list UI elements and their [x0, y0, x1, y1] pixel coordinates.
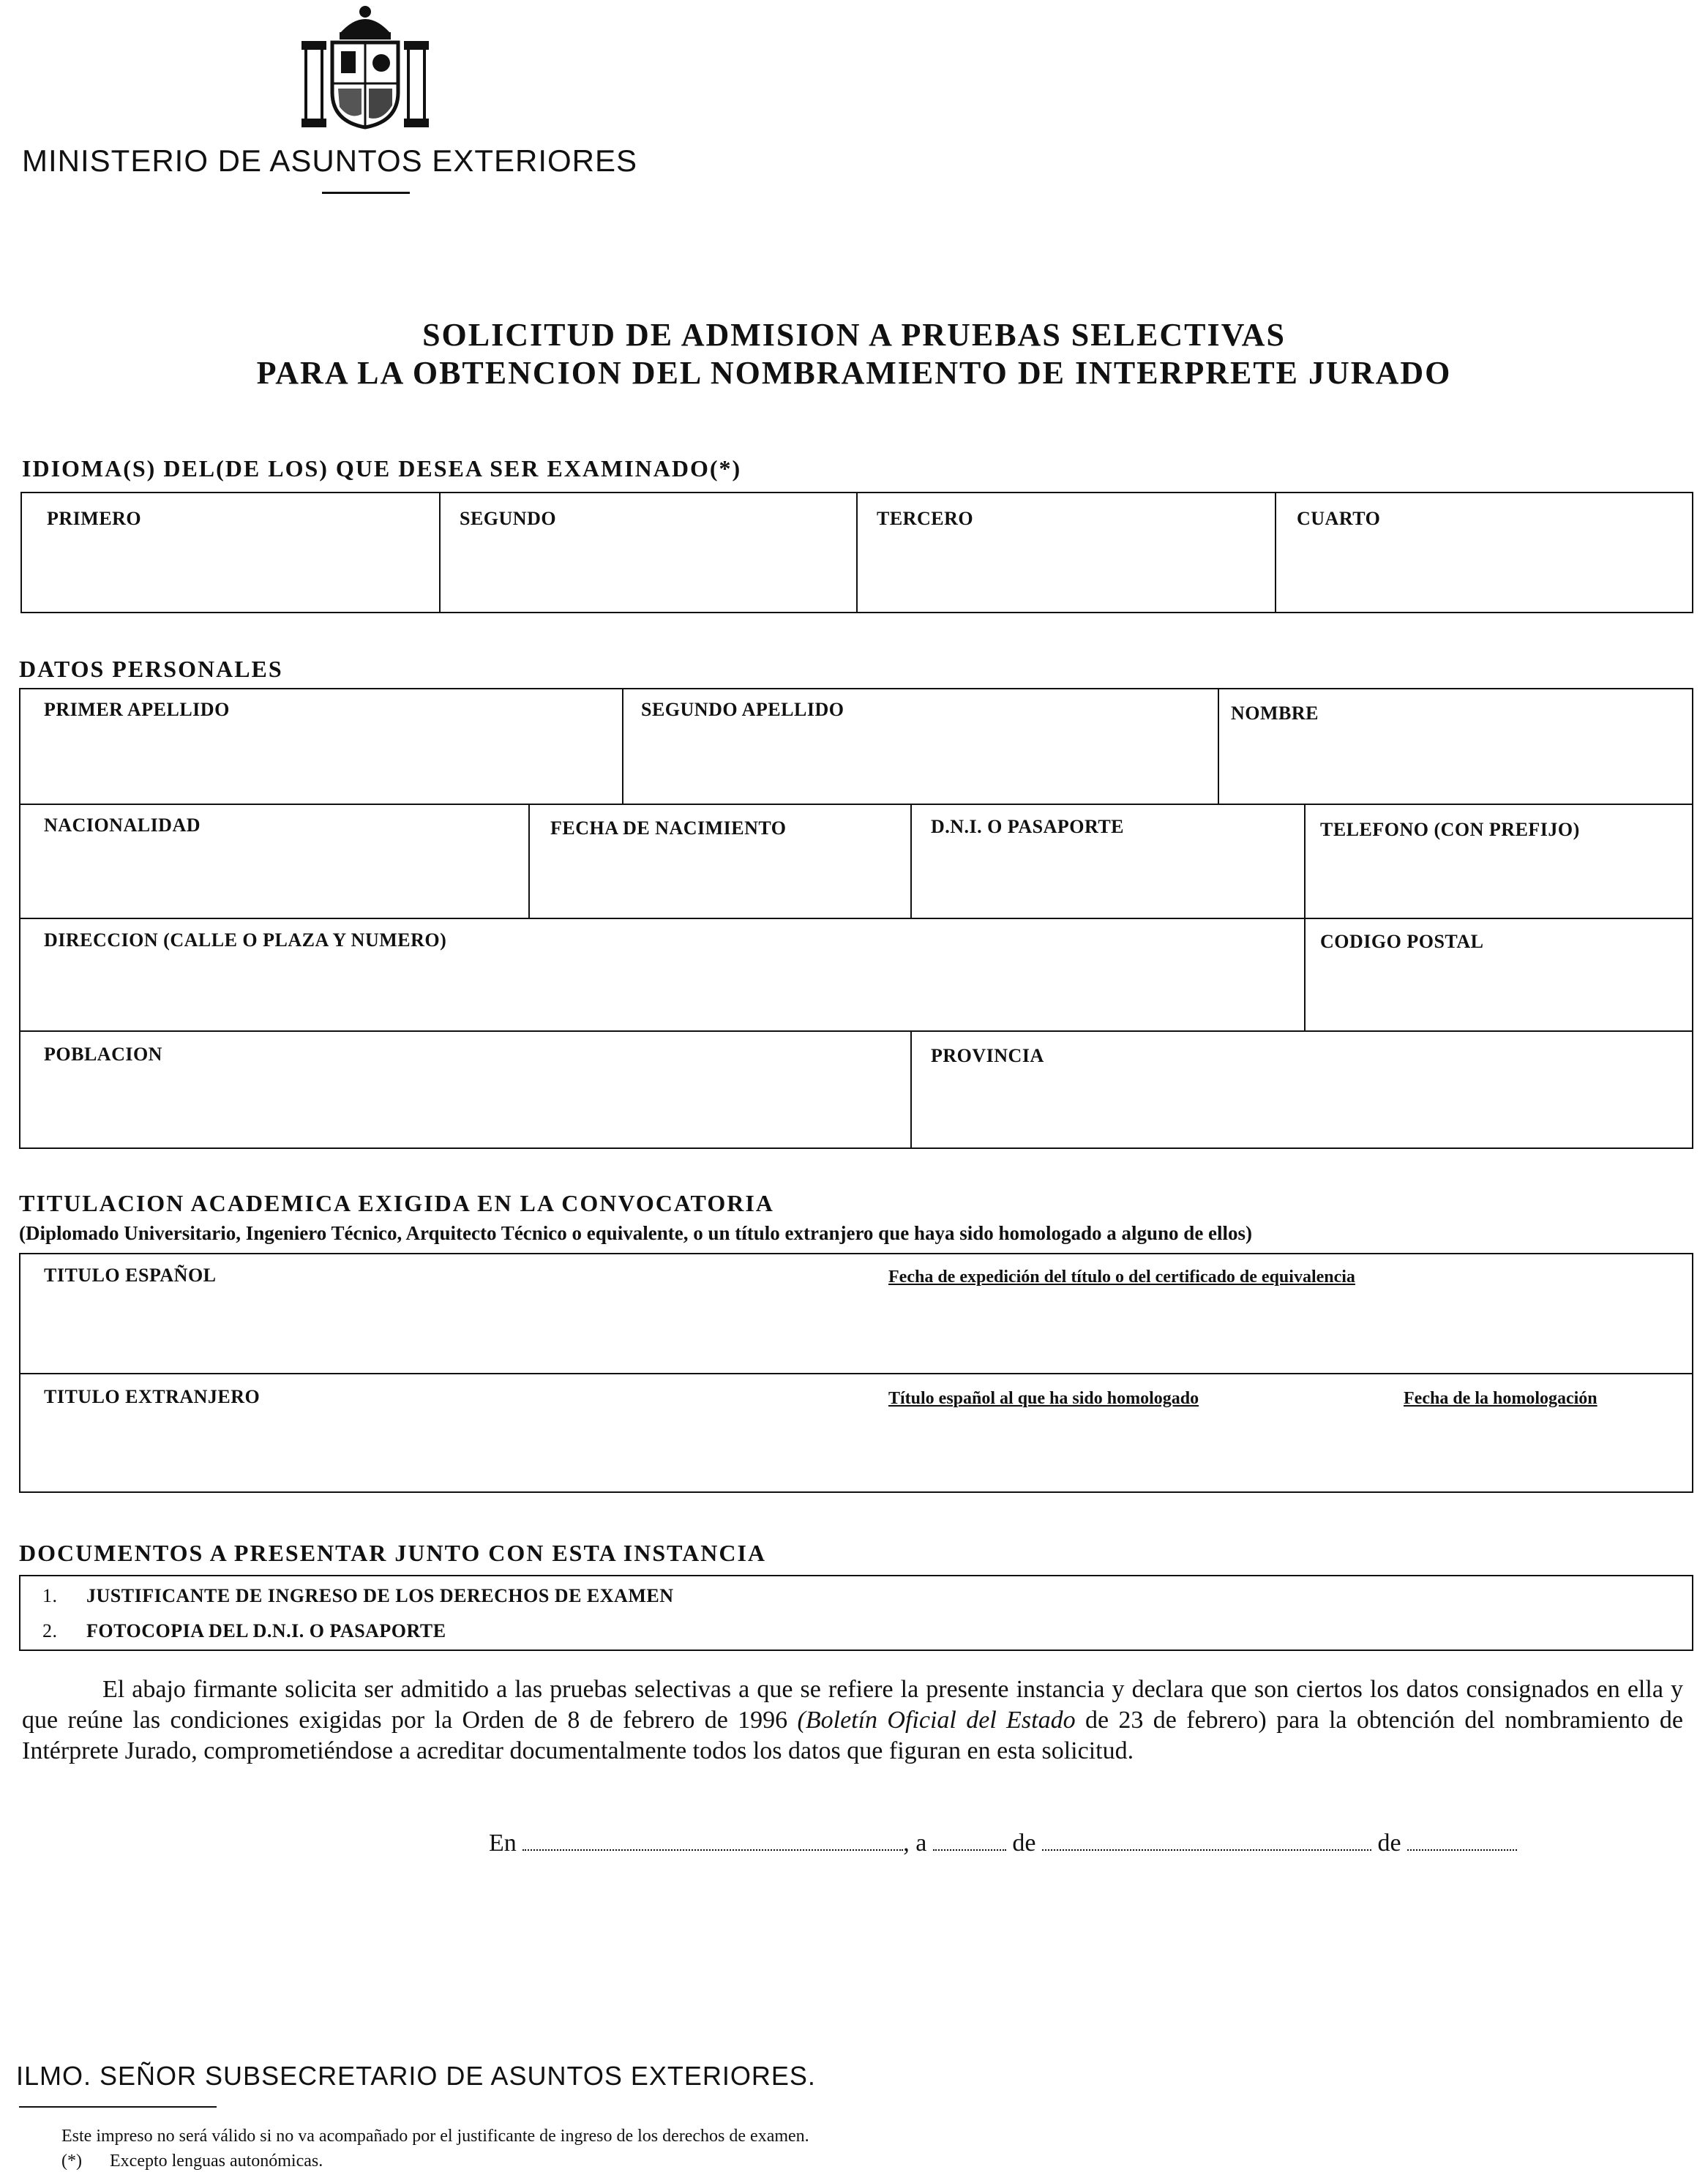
anio-field[interactable] [1407, 1830, 1517, 1851]
titulo-extranjero-label: TITULO EXTRANJERO [44, 1386, 261, 1407]
dia-field[interactable] [933, 1830, 1006, 1851]
footnote-2-text: Excepto lenguas autonómicas. [110, 2152, 323, 2171]
firma-en: En [489, 1830, 517, 1857]
primer-apellido-label: PRIMER APELLIDO [44, 699, 230, 720]
idioma-segundo-label: SEGUNDO [460, 508, 557, 529]
declaracion-text-b: de 23 de febrero) para la obtención del nombramiento de Intérprete Jurado, comprometiéndose a acreditar documentalmente todos los datos que figuran en esta solicitud. [22, 1707, 1684, 1764]
section-heading-datos: DATOS PERSONALES [19, 656, 283, 682]
footnote-divider [19, 2106, 217, 2108]
titulo-homologado-label: Título español al que ha sido homologado [888, 1389, 1199, 1408]
section-heading-idiomas: IDIOMA(S) DEL(DE LOS) QUE DESEA SER EXAMINADO(*) [22, 455, 742, 482]
idioma-cuarto-label: CUARTO [1297, 508, 1381, 529]
mes-field[interactable] [1042, 1830, 1371, 1851]
provincia-label: PROVINCIA [931, 1045, 1044, 1066]
titulacion-subheading: (Diplomado Universitario, Ingeniero Técnico, Arquitecto Técnico o equivalente, o un título extranjero que haya sido homologado a alguno de ellos) [19, 1222, 1253, 1244]
fecha-expedicion-label: Fecha de expedición del título o del certificado de equivalencia [888, 1268, 1355, 1287]
fecha-homologacion-label: Fecha de la homologación [1404, 1389, 1597, 1408]
firma-a: , a [903, 1830, 927, 1857]
footnote-1: Este impreso no será válido si no va acompañado por el justificante de ingreso de los derechos de examen. [61, 2127, 809, 2146]
codigo-postal-label: CODIGO POSTAL [1320, 931, 1484, 952]
page-title-line2: PARA LA OBTENCION DEL NOMBRAMIENTO DE INTERPRETE JURADO [256, 355, 1452, 391]
poblacion-label: POBLACION [44, 1044, 162, 1065]
telefono-label: TELEFONO (CON PREFIJO) [1320, 819, 1580, 840]
footnote-2-mark: (*) [61, 2152, 82, 2171]
declaracion-paragraph [22, 1674, 1683, 1767]
declaracion-text-italic: (Boletín Oficial del Estado [797, 1707, 1076, 1734]
documento-1-text: JUSTIFICANTE DE INGRESO DE LOS DERECHOS DE EXAMEN [86, 1585, 674, 1606]
firma-de-2: de [1377, 1830, 1401, 1857]
divider [322, 192, 410, 194]
idioma-primero-label: PRIMERO [47, 508, 142, 529]
page-title-line1: SOLICITUD DE ADMISION A PRUEBAS SELECTIVAS [422, 317, 1286, 353]
declaracion-text-a: El abajo firmante solicita ser admitido a las pruebas selectivas a que se refiere la presente instancia y declara que son ciertos los datos consignados en ella y que reúne las condiciones exigidas por la Orden de 8 de febrero de 1996 [22, 1676, 1683, 1734]
segundo-apellido-label: SEGUNDO APELLIDO [641, 699, 844, 720]
section-heading-documentos: DOCUMENTOS A PRESENTAR JUNTO CON ESTA INSTANCIA [19, 1540, 766, 1566]
documento-2-text: FOTOCOPIA DEL D.N.I. O PASAPORTE [86, 1620, 446, 1641]
documento-2-num: 2. [42, 1620, 58, 1641]
idioma-tercero-label: TERCERO [877, 508, 974, 529]
documento-1-num: 1. [42, 1585, 58, 1606]
firma-de-1: de [1012, 1830, 1036, 1857]
firma-line [489, 1830, 1517, 1857]
section-heading-titulacion: TITULACION ACADEMICA EXIGIDA EN LA CONVOCATORIA [19, 1190, 774, 1216]
lugar-field[interactable] [522, 1830, 903, 1851]
ministry-name: MINISTERIO DE ASUNTOS EXTERIORES [22, 143, 638, 178]
nombre-label: NOMBRE [1231, 703, 1319, 724]
direccion-label: DIRECCION (CALLE O PLAZA Y NUMERO) [44, 929, 447, 951]
dni-label: D.N.I. O PASAPORTE [931, 816, 1125, 837]
destinatario: ILMO. SEÑOR SUBSECRETARIO DE ASUNTOS EXTERIORES. [16, 2061, 816, 2091]
coat-of-arms-icon [296, 4, 435, 130]
fecha-nacimiento-label: FECHA DE NACIMIENTO [550, 817, 787, 839]
titulo-espanol-label: TITULO ESPAÑOL [44, 1265, 217, 1286]
nacionalidad-label: NACIONALIDAD [44, 815, 201, 836]
